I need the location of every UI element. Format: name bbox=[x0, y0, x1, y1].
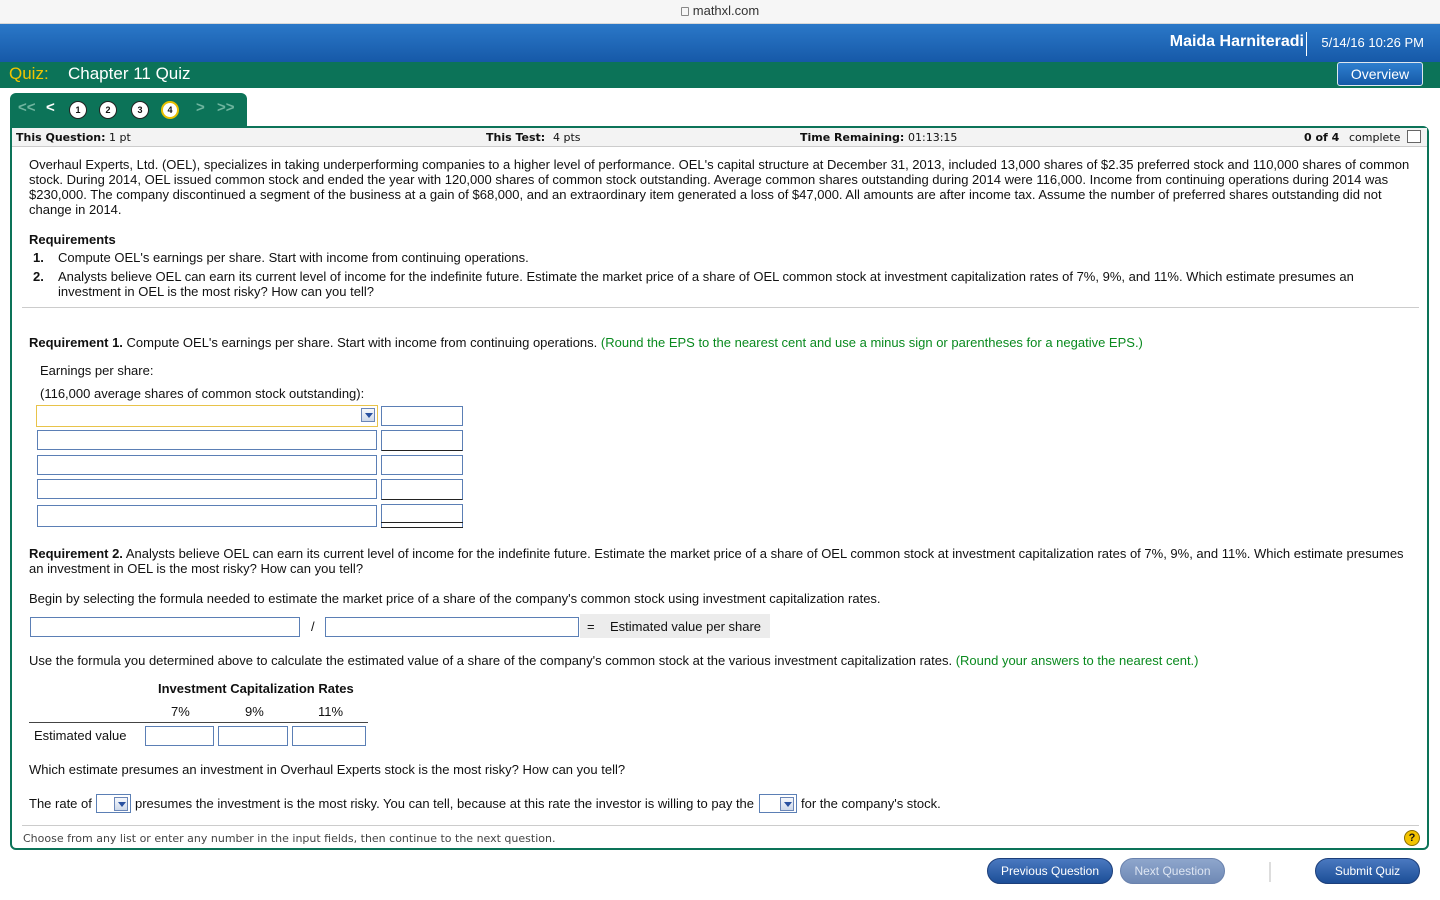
this-question-label: This Question: bbox=[16, 131, 106, 144]
estimated-value-11-input[interactable] bbox=[292, 726, 366, 746]
lock-icon bbox=[681, 7, 689, 16]
user-name: Maida Harniteradi bbox=[1169, 33, 1304, 50]
divider bbox=[22, 307, 1419, 308]
button-separator bbox=[1269, 862, 1271, 882]
rate-prefix: The rate of bbox=[29, 796, 92, 811]
problem-line-1: Overhaul Experts, Ltd. (OEL), specializes in taking underperforming companies to a higher level of performance. OEL's capital structure at December 31, 2013, included 13,000 shares of $2.35 preferred stock and 110,000 shares of common bbox=[29, 157, 1410, 172]
requirement-text-2a: Analysts believe OEL can earn its current level of income for the indefinite future. Estimate the market price of a share of OEL common stock at investment capitalization rates of 7%, 9%, and 11%. Which estimate presumes an bbox=[58, 269, 1354, 284]
overview-button[interactable]: Overview bbox=[1337, 62, 1423, 86]
top-banner bbox=[0, 24, 1440, 62]
requirement-num-1: 1. bbox=[33, 250, 44, 265]
help-icon[interactable]: ? bbox=[1404, 830, 1420, 846]
requirement-text-2b: investment in OEL is the most risky? How can you tell? bbox=[58, 284, 374, 299]
quiz-name: Chapter 11 Quiz bbox=[68, 64, 191, 83]
question-3-button[interactable]: 3 bbox=[131, 101, 149, 119]
rate-middle: presumes the investment is the most risky. You can tell, because at this rate the investor is willing to pay the bbox=[135, 796, 755, 811]
formula-result: Estimated value per share bbox=[610, 619, 762, 634]
req1-text: Compute OEL's earnings per share. Start with income from continuing operations. bbox=[126, 335, 598, 350]
estimated-value-7-input[interactable] bbox=[145, 726, 214, 746]
progress-count: 0 of 4 bbox=[1304, 131, 1340, 144]
eps-amount-1-input[interactable] bbox=[381, 406, 463, 426]
question-4-button[interactable]: 4 bbox=[161, 101, 179, 119]
requirement-num-2: 2. bbox=[33, 269, 44, 284]
use-formula-hint: (Round your answers to the nearest cent.) bbox=[955, 653, 1199, 668]
formula-intro: Begin by selecting the formula needed to estimate the market price of a share of the company's common stock using investment capitalization rates. bbox=[29, 591, 881, 606]
url-text: mathxl.com bbox=[692, 3, 760, 18]
eps-line-1-select[interactable] bbox=[36, 405, 378, 427]
time-remaining-label: Time Remaining: bbox=[800, 131, 905, 144]
question-2-button[interactable]: 2 bbox=[99, 101, 117, 119]
this-test-label: This Test: bbox=[486, 131, 546, 144]
req2-text-2: an investment in OEL is the most risky? How can you tell? bbox=[29, 561, 364, 576]
eps-amount-3-input[interactable] bbox=[381, 455, 463, 475]
chevron-down-icon[interactable] bbox=[361, 408, 375, 422]
eps-line-3-input[interactable] bbox=[37, 455, 377, 475]
rate-header-9: 9% bbox=[245, 704, 264, 719]
shares-label: (116,000 average shares of common stock outstanding): bbox=[40, 386, 365, 401]
progress-complete: complete bbox=[1349, 131, 1401, 144]
formula-numerator-input[interactable] bbox=[30, 617, 300, 637]
browser-url-bar[interactable] bbox=[0, 0, 1440, 24]
risky-question: Which estimate presumes an investment in Overhaul Experts stock is the most risky? How can you tell? bbox=[29, 762, 626, 777]
formula-divide: / bbox=[311, 619, 315, 634]
last-question-icon[interactable]: >> bbox=[217, 99, 235, 116]
date-time: 5/14/16 10:26 PM bbox=[1321, 35, 1424, 50]
problem-line-4: change in 2014. bbox=[29, 202, 122, 217]
pay-select[interactable] bbox=[759, 794, 797, 813]
table-title: Investment Capitalization Rates bbox=[158, 681, 354, 696]
prev-question-icon[interactable]: < bbox=[46, 99, 55, 116]
next-question-icon[interactable]: > bbox=[196, 99, 205, 116]
req1-hint: (Round the EPS to the nearest cent and use a minus sign or parentheses for a negative EPS.) bbox=[600, 335, 1143, 350]
table-rule bbox=[29, 722, 368, 723]
problem-line-3: $230,000. The company discontinued a segment of the business at a gain of $68,000, and an extraordinary item generated a loss of $47,000. All amounts are after income tax. Assume the number of preferred shares outstanding did not bbox=[29, 187, 1382, 202]
previous-question-button[interactable]: Previous Question bbox=[987, 858, 1113, 884]
estimated-value-9-input[interactable] bbox=[218, 726, 288, 746]
chevron-down-icon[interactable] bbox=[780, 797, 794, 811]
estimated-value-label: Estimated value bbox=[34, 728, 127, 743]
problem-line-2: stock. During 2014, OEL issued common stock and ended the year with 120,000 shares of common stock outstanding. Average common shares outstanding during 2014 were 116,000. Income from continuing operations during 2014 was bbox=[29, 172, 1389, 187]
rate-header-7: 7% bbox=[171, 704, 190, 719]
quiz-label: Quiz: bbox=[9, 64, 49, 83]
footer-divider bbox=[22, 825, 1419, 826]
question-navigator bbox=[10, 93, 247, 126]
next-question-button[interactable]: Next Question bbox=[1120, 858, 1225, 884]
requirement-text-1: Compute OEL's earnings per share. Start with income from continuing operations. bbox=[58, 250, 529, 265]
chevron-down-icon[interactable] bbox=[114, 797, 128, 811]
time-remaining-value: 01:13:15 bbox=[908, 131, 958, 144]
req2-label: Requirement 2. bbox=[29, 546, 123, 561]
req2-text-1: Analysts believe OEL can earn its current level of income for the indefinite future. Estimate the market price of a share of OEL common stock at investment capitalization rates of 7%, 9%, and 11%. Which estimate presumes bbox=[125, 546, 1404, 561]
eps-amount-2-input[interactable] bbox=[381, 430, 463, 451]
use-formula-text: Use the formula you determined above to calculate the estimated value of a share of the company's common stock at the various investment capitalization rates. bbox=[29, 653, 953, 668]
eps-amount-4-input[interactable] bbox=[381, 479, 463, 500]
quiz-title-bar bbox=[0, 62, 1440, 88]
this-question-value: 1 pt bbox=[109, 131, 131, 144]
rate-suffix: for the company's stock. bbox=[801, 796, 941, 811]
formula-equals: = bbox=[587, 619, 595, 634]
rate-select[interactable] bbox=[96, 794, 131, 813]
first-question-icon[interactable]: << bbox=[18, 99, 36, 116]
eps-total-label-input[interactable] bbox=[37, 505, 377, 527]
eps-line-2-input[interactable] bbox=[37, 430, 377, 450]
question-1-button[interactable]: 1 bbox=[69, 101, 87, 119]
this-test-value: 4 pts bbox=[553, 131, 581, 144]
formula-denominator-input[interactable] bbox=[325, 617, 579, 637]
eps-label: Earnings per share: bbox=[40, 363, 154, 378]
rate-header-11: 11% bbox=[318, 704, 344, 719]
submit-quiz-button[interactable]: Submit Quiz bbox=[1315, 858, 1420, 884]
eps-line-4-input[interactable] bbox=[37, 479, 377, 499]
status-bar bbox=[12, 128, 1427, 147]
header-divider bbox=[1306, 32, 1307, 56]
requirements-title: Requirements bbox=[29, 232, 116, 247]
footer-instructions: Choose from any list or enter any number in the input fields, then continue to the next question. bbox=[23, 832, 556, 845]
eps-total-input[interactable] bbox=[381, 504, 463, 528]
popout-icon[interactable] bbox=[1407, 130, 1421, 143]
req1-label: Requirement 1. bbox=[29, 335, 123, 350]
